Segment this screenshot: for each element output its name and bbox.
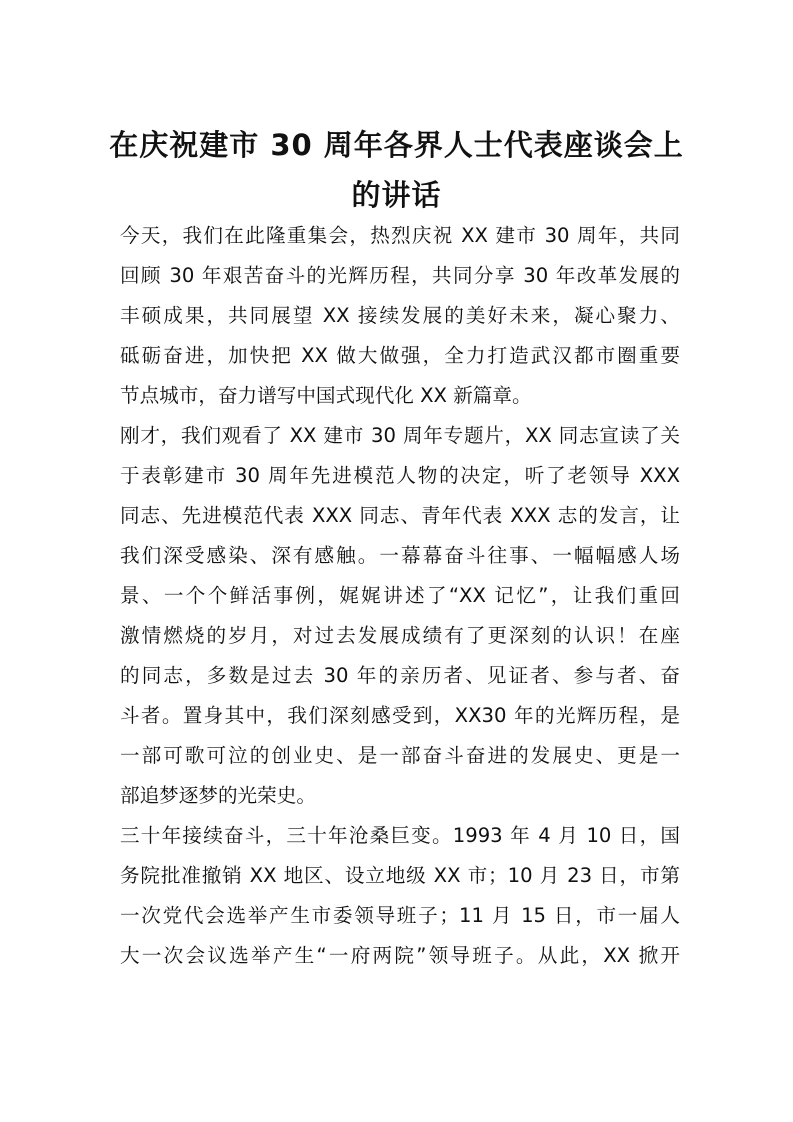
paragraph-line: 于表彰建市 30 周年先进模范人物的决定，听了老领导 XXX (120, 464, 680, 487)
paragraph-line: 今天，我们在此隆重集会，热烈庆祝 XX 建市 30 周年，共同 (120, 224, 680, 247)
title-line-1: 在庆祝建市 30 周年各界人士代表座谈会上 (109, 128, 684, 162)
paragraph-line: 激情燃烧的岁月，对过去发展成绩有了更深刻的认识！在座 (120, 624, 680, 647)
paragraph-line: 刚才，我们观看了 XX 建市 30 周年专题片，XX 同志宣读了关 (120, 424, 680, 447)
paragraph-line: 一次党代会选举产生市委领导班子；11 月 15 日，市一届人 (120, 904, 680, 927)
paragraph-line: 务院批准撤销 XX 地区、设立地级 XX 市；10 月 23 日，市第 (120, 864, 680, 887)
document-title (100, 120, 693, 220)
paragraph-2 (120, 416, 680, 816)
paragraph-line: 回顾 30 年艰苦奋斗的光辉历程，共同分享 30 年改革发展的 (120, 264, 680, 287)
paragraph-line: 大一次会议选举产生“一府两院”领导班子。从此，XX 掀开 (120, 944, 680, 967)
paragraph-line: 丰硕成果，共同展望 XX 接续发展的美好未来，凝心聚力、 (120, 304, 680, 327)
paragraph-3 (120, 816, 680, 976)
paragraph-line: 我们深受感染、深有感触。一幕幕奋斗往事、一幅幅感人场 (120, 544, 680, 567)
title-line-2: 的讲话 (351, 178, 442, 212)
document-body (120, 216, 680, 976)
paragraph-line: 部追梦逐梦的光荣史。 (120, 784, 316, 807)
paragraph-line: 一部可歌可泣的创业史、是一部奋斗奋进的发展史、更是一 (120, 744, 680, 767)
paragraph-line: 砥砺奋进，加快把 XX 做大做强，全力打造武汉都市圈重要 (120, 344, 680, 367)
paragraph-line: 的同志，多数是过去 30 年的亲历者、见证者、参与者、奋 (120, 664, 680, 687)
paragraph-line: 三十年接续奋斗，三十年沧桑巨变。1993 年 4 月 10 日，国 (120, 824, 680, 847)
paragraph-1 (120, 216, 680, 416)
paragraph-line: 同志、先进模范代表 XXX 同志、青年代表 XXX 志的发言，让 (120, 504, 680, 527)
paragraph-line: 景、一个个鲜活事例，娓娓讲述了“XX 记忆”，让我们重回 (120, 584, 680, 607)
paragraph-line: 节点城市，奋力谱写中国式现代化 XX 新篇章。 (120, 384, 532, 407)
paragraph-line: 斗者。置身其中，我们深刻感受到，XX30 年的光辉历程，是 (120, 704, 680, 727)
